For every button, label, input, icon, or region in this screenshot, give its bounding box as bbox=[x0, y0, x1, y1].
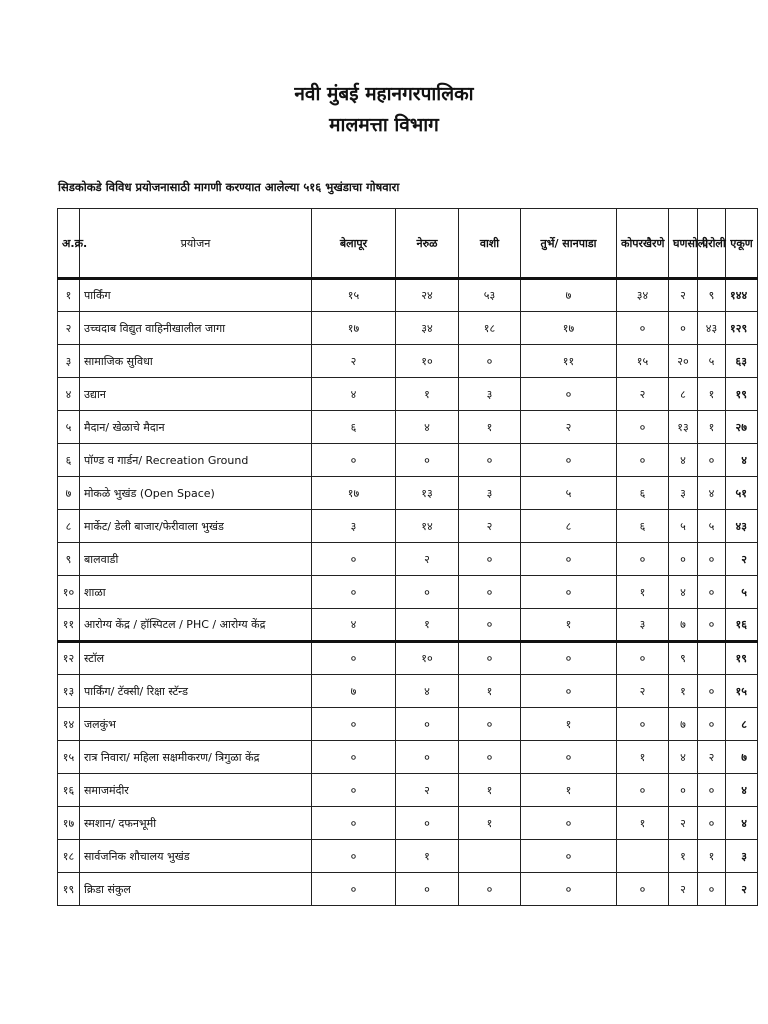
column-header: कोपरखैरणे bbox=[617, 209, 669, 279]
table-header-row bbox=[58, 209, 758, 279]
count-cell: ४ bbox=[312, 609, 396, 642]
total-cell: ८ bbox=[726, 708, 758, 741]
table-caption: सिडकोकडे विविध प्रयोजनासाठी मागणी करण्यात आलेल्या ५१६ भुखंडाचा गोषवारा bbox=[58, 180, 400, 194]
purpose-cell: पार्किंग/ टॅक्सी/ रिक्षा स्टॅन्ड bbox=[80, 675, 312, 708]
count-cell: २ bbox=[459, 510, 521, 543]
purpose-cell: शाळा bbox=[80, 576, 312, 609]
serial-number-cell: १६ bbox=[58, 774, 80, 807]
count-cell: ० bbox=[312, 642, 396, 675]
purpose-cell: आरोग्य केंद्र / हॉस्पिटल / PHC / आरोग्य केंद्र bbox=[80, 609, 312, 642]
count-cell: ० bbox=[396, 807, 459, 840]
count-cell: ० bbox=[459, 642, 521, 675]
page-title: नवी मुंबई महानगरपालिका bbox=[294, 83, 474, 105]
count-cell: ० bbox=[521, 444, 617, 477]
count-cell: ६ bbox=[617, 510, 669, 543]
count-cell: ५ bbox=[698, 510, 726, 543]
department-title: मालमत्ता विभाग bbox=[329, 114, 439, 136]
count-cell: ३ bbox=[669, 477, 698, 510]
count-cell: ० bbox=[521, 873, 617, 906]
count-cell: ० bbox=[521, 378, 617, 411]
count-cell: ० bbox=[521, 675, 617, 708]
table-row bbox=[58, 774, 758, 807]
count-cell: ० bbox=[617, 444, 669, 477]
table-row bbox=[58, 873, 758, 906]
count-cell: ० bbox=[312, 807, 396, 840]
count-cell: ८ bbox=[521, 510, 617, 543]
count-cell: ० bbox=[312, 741, 396, 774]
serial-number-cell: ११ bbox=[58, 609, 80, 642]
serial-number-cell: १५ bbox=[58, 741, 80, 774]
total-cell: १६ bbox=[726, 609, 758, 642]
count-cell: ० bbox=[521, 840, 617, 873]
total-cell: २७ bbox=[726, 411, 758, 444]
table-row bbox=[58, 708, 758, 741]
count-cell: १ bbox=[521, 708, 617, 741]
table-row bbox=[58, 741, 758, 774]
count-cell: ४३ bbox=[698, 312, 726, 345]
count-cell: ० bbox=[698, 675, 726, 708]
table-row bbox=[58, 444, 758, 477]
serial-number-cell: १० bbox=[58, 576, 80, 609]
count-cell: २ bbox=[698, 741, 726, 774]
column-header: एकूण bbox=[726, 209, 758, 279]
count-cell: ० bbox=[698, 543, 726, 576]
count-cell: ० bbox=[459, 345, 521, 378]
count-cell: ४ bbox=[396, 411, 459, 444]
table-row bbox=[58, 345, 758, 378]
total-cell: ६३ bbox=[726, 345, 758, 378]
count-cell: ५३ bbox=[459, 279, 521, 312]
serial-number-cell: १९ bbox=[58, 873, 80, 906]
purpose-cell: रात्र निवारा/ महिला सक्षमीकरण/ त्रिगुळा केंद्र bbox=[80, 741, 312, 774]
serial-number-cell: ८ bbox=[58, 510, 80, 543]
count-cell: ० bbox=[459, 576, 521, 609]
count-cell: ४ bbox=[669, 741, 698, 774]
count-cell: ४ bbox=[669, 576, 698, 609]
count-cell: १ bbox=[396, 609, 459, 642]
count-cell: ० bbox=[396, 576, 459, 609]
serial-number-cell: ५ bbox=[58, 411, 80, 444]
table-row bbox=[58, 378, 758, 411]
total-cell: ४३ bbox=[726, 510, 758, 543]
total-cell: ४ bbox=[726, 444, 758, 477]
count-cell: २ bbox=[521, 411, 617, 444]
count-cell: १० bbox=[396, 642, 459, 675]
purpose-cell: पार्किंग bbox=[80, 279, 312, 312]
count-cell: १३ bbox=[396, 477, 459, 510]
count-cell: ० bbox=[617, 642, 669, 675]
count-cell: १ bbox=[521, 774, 617, 807]
table-row bbox=[58, 807, 758, 840]
count-cell: ३४ bbox=[617, 279, 669, 312]
count-cell: ० bbox=[459, 444, 521, 477]
count-cell: ४ bbox=[312, 378, 396, 411]
count-cell: ९ bbox=[698, 279, 726, 312]
table-row bbox=[58, 510, 758, 543]
count-cell: ० bbox=[698, 873, 726, 906]
column-header: ऐरोली bbox=[698, 209, 726, 279]
count-cell: १ bbox=[396, 840, 459, 873]
count-cell: ० bbox=[396, 873, 459, 906]
purpose-cell: उच्चदाब विद्युत वाहिनीखालील जागा bbox=[80, 312, 312, 345]
count-cell: ० bbox=[312, 840, 396, 873]
purpose-cell: बालवाडी bbox=[80, 543, 312, 576]
count-cell: १ bbox=[617, 576, 669, 609]
count-cell: ६ bbox=[617, 477, 669, 510]
column-header: बेलापूर bbox=[312, 209, 396, 279]
serial-number-cell: १ bbox=[58, 279, 80, 312]
count-cell: ० bbox=[459, 609, 521, 642]
count-cell: ० bbox=[459, 708, 521, 741]
count-cell: १ bbox=[617, 807, 669, 840]
count-cell: १ bbox=[459, 411, 521, 444]
count-cell: ० bbox=[312, 774, 396, 807]
count-cell: ० bbox=[459, 741, 521, 774]
count-cell: ० bbox=[669, 312, 698, 345]
table-row bbox=[58, 840, 758, 873]
count-cell: ० bbox=[312, 576, 396, 609]
count-cell: १७ bbox=[312, 312, 396, 345]
purpose-cell: सामाजिक सुविधा bbox=[80, 345, 312, 378]
count-cell: ० bbox=[312, 543, 396, 576]
count-cell: ० bbox=[617, 543, 669, 576]
count-cell: ११ bbox=[521, 345, 617, 378]
serial-number-cell: १४ bbox=[58, 708, 80, 741]
count-cell: १ bbox=[698, 840, 726, 873]
count-cell: ० bbox=[521, 741, 617, 774]
serial-number-cell: १७ bbox=[58, 807, 80, 840]
count-cell: १५ bbox=[617, 345, 669, 378]
table-row bbox=[58, 576, 758, 609]
column-header: वाशी bbox=[459, 209, 521, 279]
count-cell: २० bbox=[669, 345, 698, 378]
count-cell: ० bbox=[312, 873, 396, 906]
count-cell: १४ bbox=[396, 510, 459, 543]
count-cell: १५ bbox=[312, 279, 396, 312]
purpose-cell: स्टॉल bbox=[80, 642, 312, 675]
count-cell: ० bbox=[698, 774, 726, 807]
purpose-cell: मैदान/ खेळाचे मैदान bbox=[80, 411, 312, 444]
count-cell: ५ bbox=[698, 345, 726, 378]
count-cell: ० bbox=[312, 708, 396, 741]
table-row bbox=[58, 312, 758, 345]
count-cell: ० bbox=[396, 708, 459, 741]
purpose-cell: सार्वजनिक शौचालय भुखंड bbox=[80, 840, 312, 873]
table-row bbox=[58, 543, 758, 576]
count-cell: १ bbox=[396, 378, 459, 411]
serial-number-cell: ४ bbox=[58, 378, 80, 411]
count-cell: १ bbox=[521, 609, 617, 642]
serial-number-cell: ६ bbox=[58, 444, 80, 477]
serial-number-cell: १३ bbox=[58, 675, 80, 708]
purpose-cell: क्रिडा संकुल bbox=[80, 873, 312, 906]
table-row bbox=[58, 642, 758, 675]
count-cell: २ bbox=[669, 807, 698, 840]
count-cell: ० bbox=[521, 642, 617, 675]
column-header: घणसोली bbox=[669, 209, 698, 279]
count-cell: ४ bbox=[669, 444, 698, 477]
count-cell: ० bbox=[617, 312, 669, 345]
total-cell: ५ bbox=[726, 576, 758, 609]
total-cell: २ bbox=[726, 543, 758, 576]
count-cell: ० bbox=[698, 708, 726, 741]
count-cell: २ bbox=[312, 345, 396, 378]
count-cell bbox=[698, 642, 726, 675]
count-cell: १ bbox=[669, 840, 698, 873]
table-row bbox=[58, 675, 758, 708]
count-cell: १ bbox=[617, 741, 669, 774]
serial-number-cell: ७ bbox=[58, 477, 80, 510]
count-cell: ८ bbox=[669, 378, 698, 411]
count-cell: ० bbox=[521, 807, 617, 840]
count-cell: ३ bbox=[617, 609, 669, 642]
count-cell: १७ bbox=[521, 312, 617, 345]
serial-number-cell: १८ bbox=[58, 840, 80, 873]
total-cell: १९ bbox=[726, 378, 758, 411]
serial-number-cell: ९ bbox=[58, 543, 80, 576]
count-cell: ० bbox=[698, 576, 726, 609]
count-cell: ० bbox=[521, 543, 617, 576]
count-cell: १७ bbox=[312, 477, 396, 510]
count-cell: १० bbox=[396, 345, 459, 378]
total-cell: ७ bbox=[726, 741, 758, 774]
count-cell: ० bbox=[396, 444, 459, 477]
count-cell: २ bbox=[669, 279, 698, 312]
total-cell: ५१ bbox=[726, 477, 758, 510]
purpose-cell: समाजमंदीर bbox=[80, 774, 312, 807]
purpose-cell: मोकळे भुखंड (Open Space) bbox=[80, 477, 312, 510]
count-cell: ० bbox=[698, 807, 726, 840]
count-cell: ४ bbox=[698, 477, 726, 510]
count-cell: १८ bbox=[459, 312, 521, 345]
count-cell: १ bbox=[459, 774, 521, 807]
count-cell: १३ bbox=[669, 411, 698, 444]
count-cell: ० bbox=[698, 444, 726, 477]
count-cell: ० bbox=[617, 774, 669, 807]
serial-number-cell: ३ bbox=[58, 345, 80, 378]
table-row bbox=[58, 279, 758, 312]
serial-number-cell: २ bbox=[58, 312, 80, 345]
count-cell: १ bbox=[669, 675, 698, 708]
count-cell: १ bbox=[459, 807, 521, 840]
serial-number-cell: १२ bbox=[58, 642, 80, 675]
count-cell: २ bbox=[396, 774, 459, 807]
count-cell: ७ bbox=[312, 675, 396, 708]
count-cell: ६ bbox=[312, 411, 396, 444]
purpose-cell: जलकुंभ bbox=[80, 708, 312, 741]
total-cell: १५ bbox=[726, 675, 758, 708]
purpose-cell: मार्केट/ डेली बाजार/फेरीवाला भुखंड bbox=[80, 510, 312, 543]
total-cell: ४ bbox=[726, 807, 758, 840]
count-cell: २ bbox=[617, 675, 669, 708]
count-cell: ३ bbox=[459, 378, 521, 411]
count-cell: ० bbox=[669, 774, 698, 807]
count-cell: १ bbox=[698, 378, 726, 411]
count-cell: ० bbox=[617, 873, 669, 906]
count-cell: ७ bbox=[521, 279, 617, 312]
column-header: तुर्भे/ सानपाडा bbox=[521, 209, 617, 279]
count-cell: २ bbox=[669, 873, 698, 906]
count-cell: ० bbox=[617, 708, 669, 741]
total-cell: १२९ bbox=[726, 312, 758, 345]
total-cell: २ bbox=[726, 873, 758, 906]
count-cell: ४ bbox=[396, 675, 459, 708]
purpose-cell: पॉण्ड व गार्डन/ Recreation Ground bbox=[80, 444, 312, 477]
count-cell: ३ bbox=[312, 510, 396, 543]
count-cell: २४ bbox=[396, 279, 459, 312]
total-cell: ३ bbox=[726, 840, 758, 873]
count-cell: १ bbox=[459, 675, 521, 708]
plots-summary-table bbox=[57, 208, 758, 906]
count-cell: ७ bbox=[669, 708, 698, 741]
count-cell: ९ bbox=[669, 642, 698, 675]
table-row bbox=[58, 411, 758, 444]
column-header: प्रयोजन bbox=[80, 209, 312, 279]
count-cell: ० bbox=[669, 543, 698, 576]
purpose-cell: स्मशान/ दफनभूमी bbox=[80, 807, 312, 840]
count-cell: ७ bbox=[669, 609, 698, 642]
count-cell: १ bbox=[698, 411, 726, 444]
count-cell: ० bbox=[698, 609, 726, 642]
count-cell bbox=[617, 840, 669, 873]
column-header: अ.क्र. bbox=[58, 209, 80, 279]
count-cell: २ bbox=[617, 378, 669, 411]
count-cell: ० bbox=[312, 444, 396, 477]
count-cell: ० bbox=[396, 741, 459, 774]
count-cell: ० bbox=[617, 411, 669, 444]
count-cell: ० bbox=[459, 873, 521, 906]
count-cell: ३४ bbox=[396, 312, 459, 345]
count-cell: ५ bbox=[521, 477, 617, 510]
count-cell: ५ bbox=[669, 510, 698, 543]
count-cell bbox=[459, 840, 521, 873]
count-cell: ३ bbox=[459, 477, 521, 510]
count-cell: २ bbox=[396, 543, 459, 576]
purpose-cell: उद्यान bbox=[80, 378, 312, 411]
table-row bbox=[58, 477, 758, 510]
total-cell: १४४ bbox=[726, 279, 758, 312]
total-cell: १९ bbox=[726, 642, 758, 675]
count-cell: ० bbox=[459, 543, 521, 576]
column-header: नेरुळ bbox=[396, 209, 459, 279]
count-cell: ० bbox=[521, 576, 617, 609]
total-cell: ४ bbox=[726, 774, 758, 807]
table-row bbox=[58, 609, 758, 642]
